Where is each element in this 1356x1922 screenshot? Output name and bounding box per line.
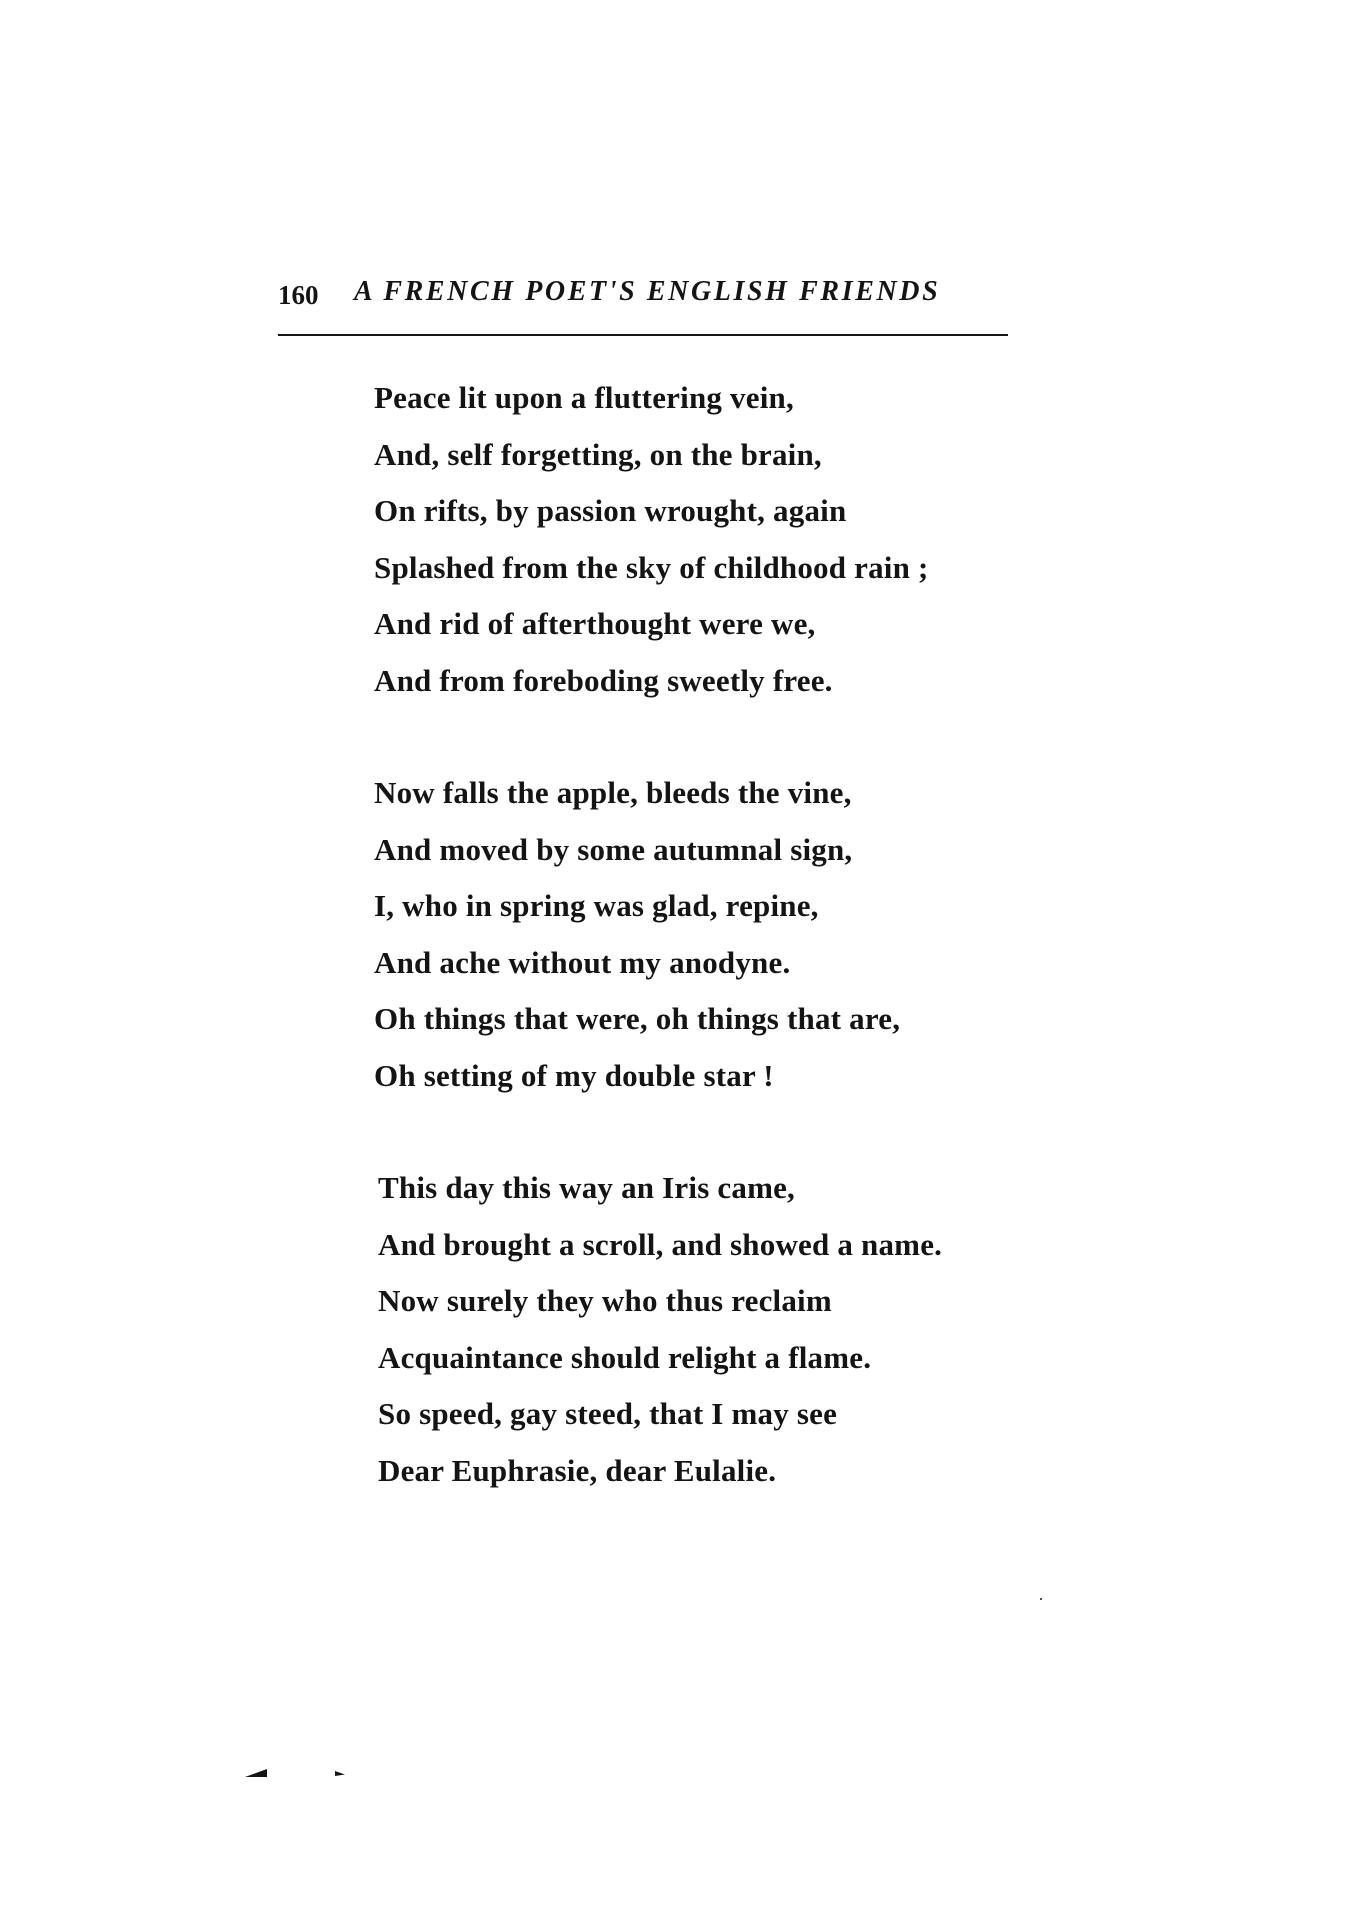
poem-line: Acquaintance should relight a flame.	[378, 1339, 872, 1375]
poem-line: I, who in spring was glad, repine,	[374, 888, 819, 923]
poem-line: Oh things that were, oh things that are,	[374, 1001, 901, 1036]
poem-line: And moved by some autumnal sign,	[374, 831, 853, 867]
poem-line: And brought a scroll, and showed a name.	[378, 1226, 943, 1262]
poem-line: And from foreboding sweetly free.	[374, 662, 833, 698]
poem-line: Now falls the apple, bleeds the vine,	[374, 775, 852, 810]
poem-line: And ache without my anodyne.	[374, 944, 791, 980]
poem-line: Oh setting of my double star !	[374, 1057, 774, 1093]
poem-line: Peace lit upon a fluttering vein,	[374, 380, 794, 415]
running-title: A FRENCH POET'S ENGLISH FRIENDS	[354, 276, 941, 307]
stanza-2	[374, 765, 994, 1104]
page-number: 160	[278, 280, 319, 310]
header-rule	[278, 334, 1008, 336]
poem-line: And, self forgetting, on the brain,	[374, 436, 822, 472]
poem-line: And rid of afterthought were we,	[374, 606, 816, 641]
poem	[374, 370, 994, 1555]
poem-line: Splashed from the sky of childhood rain ;	[374, 549, 929, 585]
poem-line: So speed, gay steed, that I may see	[378, 1396, 838, 1431]
ink-mark	[335, 1771, 345, 1776]
poem-line: Now surely they who thus reclaim	[378, 1283, 832, 1318]
poem-line: This day this way an Iris came,	[378, 1170, 795, 1205]
stanza-1	[374, 370, 994, 709]
running-head	[278, 276, 1008, 316]
poem-line: Dear Euphrasie, dear Eulalie.	[378, 1452, 777, 1488]
ink-mark	[245, 1769, 267, 1777]
poem-line: On rifts, by passion wrought, again	[374, 493, 847, 528]
print-speck	[1040, 1598, 1042, 1600]
stanza-3	[374, 1160, 994, 1499]
